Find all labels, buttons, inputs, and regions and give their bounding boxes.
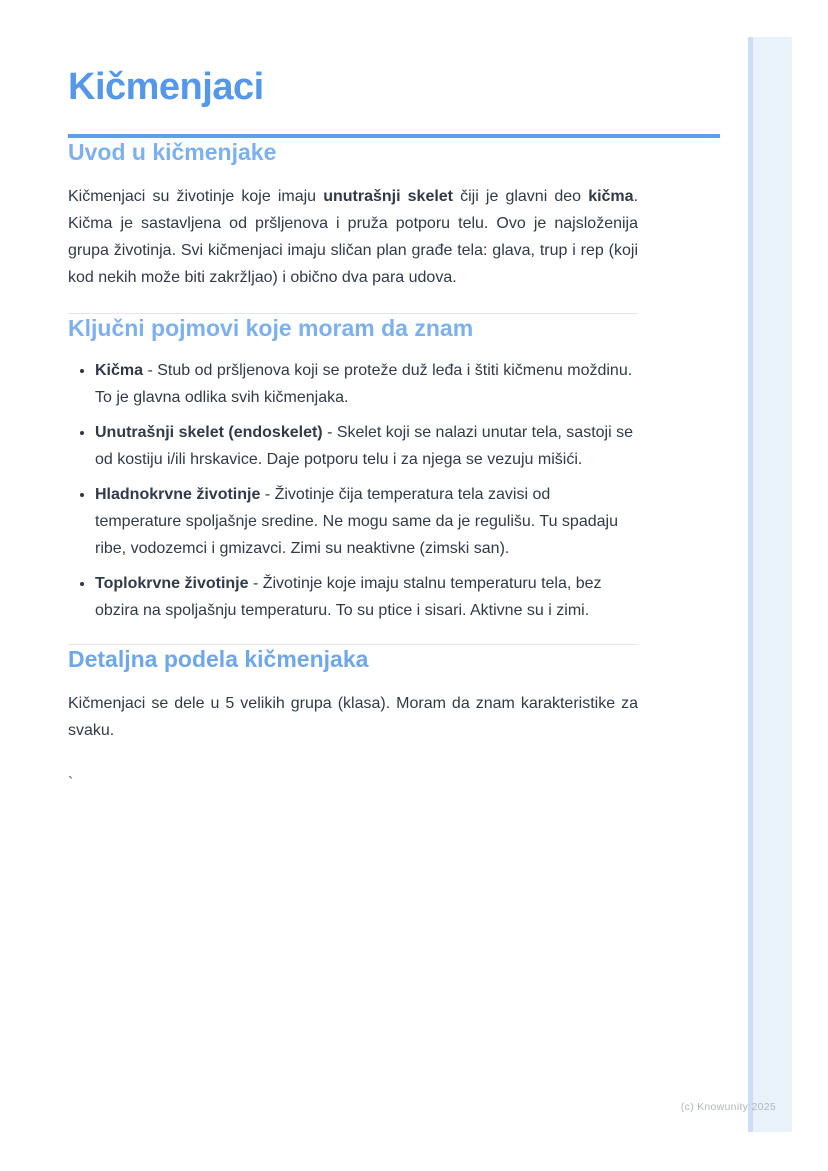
term-description: - Skelet koji se nalazi unutar tela, sastoji se od kostiju i/ili hrskavice. Daje potporu telu i za njega se vezuju mišići. <box>95 424 633 468</box>
intro-text-run-2: čiji je glavni deo <box>453 188 589 205</box>
term-label: Kičma <box>95 362 144 379</box>
key-terms-list <box>68 357 638 624</box>
term-description: - Životinje čija temperatura tela zavisi od temperature spoljašnje sredine. Ne mogu same da je regulišu. Tu spadaju ribe, vodozemci i gmizavci. Zimi su neaktivne (zimski san). <box>95 486 618 557</box>
list-item <box>95 481 638 562</box>
footer-credit: (c) Knowunity 2025 <box>680 1101 776 1113</box>
intro-text-run-3: . Kičma je sastavljena od pršljenova i pruža potporu telu. Ovo je najsloženija grupa životinja. Svi kičmenjaci imaju sličan plan građe tela: glava, trup i rep (koji kod nekih može biti zakržljao) i obično dva para udova. <box>68 188 639 286</box>
section-detailed <box>68 645 638 797</box>
term-label: Toplokrvne životinje <box>95 575 249 592</box>
right-accent-bar <box>748 37 792 1132</box>
key-terms-heading: Ključni pojmovi koje moram da znam <box>68 315 474 341</box>
term-description: - Stub od pršljenova koji se proteže duž leđa i štiti kičmenu moždinu. To je glavna odlika svih kičmenjaka. <box>95 362 633 406</box>
term-label: Unutrašnji skelet (endoskelet) <box>95 424 323 441</box>
term-label: Hladnokrvne životinje <box>95 486 261 503</box>
stray-backtick: ` <box>68 775 74 792</box>
intro-paragraph <box>68 183 638 291</box>
intro-heading: Uvod u kičmenjake <box>68 139 277 165</box>
section-intro <box>68 138 638 291</box>
detailed-heading: Detaljna podela kičmenjaka <box>68 646 369 672</box>
list-item <box>95 419 638 473</box>
detailed-paragraph: Kičmenjaci se dele u 5 velikih grupa (klasa). Moram da znam karakteristike za svaku. <box>68 695 638 739</box>
term-description: - Životinje koje imaju stalnu temperaturu tela, bez obzira na spoljašnju temperaturu. To su ptice i sisari. Aktivne su i zimi. <box>95 575 602 619</box>
intro-text-run-1: Kičmenjaci su životinje koje imaju <box>68 188 324 205</box>
list-item <box>95 357 638 411</box>
intro-bold-term-1: unutrašnji skelet <box>323 188 454 205</box>
page-title: Kičmenjaci <box>68 66 264 108</box>
list-item <box>95 570 638 624</box>
intro-bold-term-2: kičma <box>588 188 634 205</box>
document-content <box>68 0 720 797</box>
section-key-terms <box>68 314 638 624</box>
